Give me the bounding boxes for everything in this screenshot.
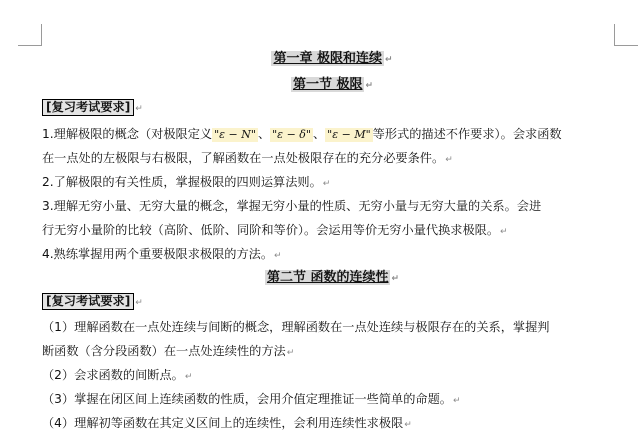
paragraph-mark-icon: ↵ xyxy=(286,348,295,358)
s2-item1-text-a: （1）理解函数在一点处连续与间断的概念，理解函数在一点处连续与极限存在的关系，掌握判 xyxy=(42,320,550,334)
formula-epsilon-m: "ε − M" xyxy=(327,128,371,141)
paragraph-mark-icon: ↵ xyxy=(404,420,412,430)
paragraph-mark-icon: ↵ xyxy=(384,55,393,65)
separator: 、 xyxy=(257,127,271,141)
section-heading-1 xyxy=(42,76,622,95)
formula-epsilon-n: "ε − N" xyxy=(214,128,256,141)
s1-item2-text: 2.了解极限的有关性质，掌握极限的四则运算法则。 xyxy=(42,175,322,189)
requirements-heading-2 xyxy=(42,292,143,312)
paragraph-mark-icon: ↵ xyxy=(135,104,143,114)
paragraph-mark-icon: ↵ xyxy=(365,81,374,91)
s2-item3[interactable] xyxy=(42,390,461,410)
paragraph-mark-icon: ↵ xyxy=(135,298,143,308)
s2-item1-line1[interactable] xyxy=(42,318,549,336)
crop-mark-top-left xyxy=(18,24,42,46)
s2-item4[interactable] xyxy=(42,414,412,434)
s1-item1-text-a: 1.理解极限的概念（对极限定义 xyxy=(42,127,213,141)
s1-item3-text-b: 行无穷小量阶的比较（高阶、低阶、同阶和等价）。会运用等价无穷小量代换求极限。 xyxy=(42,223,500,237)
paragraph-mark-icon: ↵ xyxy=(322,179,331,189)
paragraph-mark-icon: ↵ xyxy=(445,155,453,165)
section-title-1[interactable]: 第一节 极限 xyxy=(292,77,363,92)
s2-item4-text: （4）理解初等函数在其定义区间上的连续性，会利用连续性求极限 xyxy=(42,416,404,430)
s1-item4[interactable] xyxy=(42,245,282,265)
s1-item1-text-b: 等形式的描述不作要求）。会求函数 xyxy=(372,127,562,141)
section-title-2[interactable]: 第二节 函数的连续性 xyxy=(266,270,389,285)
s1-item4-text: 4.熟练掌握用两个重要极限求极限的方法。 xyxy=(42,247,274,261)
requirements-label-2[interactable]: [复习考试要求] xyxy=(42,293,134,310)
chapter-heading xyxy=(42,50,622,69)
s1-item1-text-c: 在一点处的左极限与右极限，了解函数在一点处极限存在的充分必要条件。 xyxy=(42,151,445,165)
s1-item3-line1[interactable] xyxy=(42,197,541,215)
section-heading-2 xyxy=(42,269,622,288)
requirements-heading-1 xyxy=(42,98,143,118)
formula-epsilon-delta: "ε − δ" xyxy=(272,128,311,141)
paragraph-mark-icon: ↵ xyxy=(391,274,400,284)
paragraph-mark-icon: ↵ xyxy=(184,372,193,382)
s1-item1-line2[interactable] xyxy=(42,149,453,169)
s2-item3-text: （3）掌握在闭区间上连续函数的性质，会用介值定理推证一些简单的命题。 xyxy=(42,392,452,406)
s2-item2-text: （2）会求函数的间断点。 xyxy=(42,368,184,382)
paragraph-mark-icon: ↵ xyxy=(500,227,508,237)
separator: 、 xyxy=(312,127,326,141)
chapter-title[interactable]: 第一章 极限和连续 xyxy=(273,51,382,66)
s1-item3-text-a: 3.理解无穷小量、无穷大量的概念，掌握无穷小量的性质、无穷小量与无穷大量的关系。会进 xyxy=(42,199,542,213)
s1-item2[interactable] xyxy=(42,173,330,193)
s1-item1-line1[interactable] xyxy=(42,125,562,143)
s2-item2[interactable] xyxy=(42,366,192,386)
crop-mark-top-right xyxy=(614,24,638,46)
s2-item1-line2[interactable] xyxy=(42,342,294,362)
requirements-label-1[interactable]: [复习考试要求] xyxy=(42,99,134,116)
s1-item3-line2[interactable] xyxy=(42,221,508,241)
paragraph-mark-icon: ↵ xyxy=(274,251,282,261)
paragraph-mark-icon: ↵ xyxy=(452,396,461,406)
s2-item1-text-b: 断函数（含分段函数）在一点处连续性的方法 xyxy=(42,344,286,358)
